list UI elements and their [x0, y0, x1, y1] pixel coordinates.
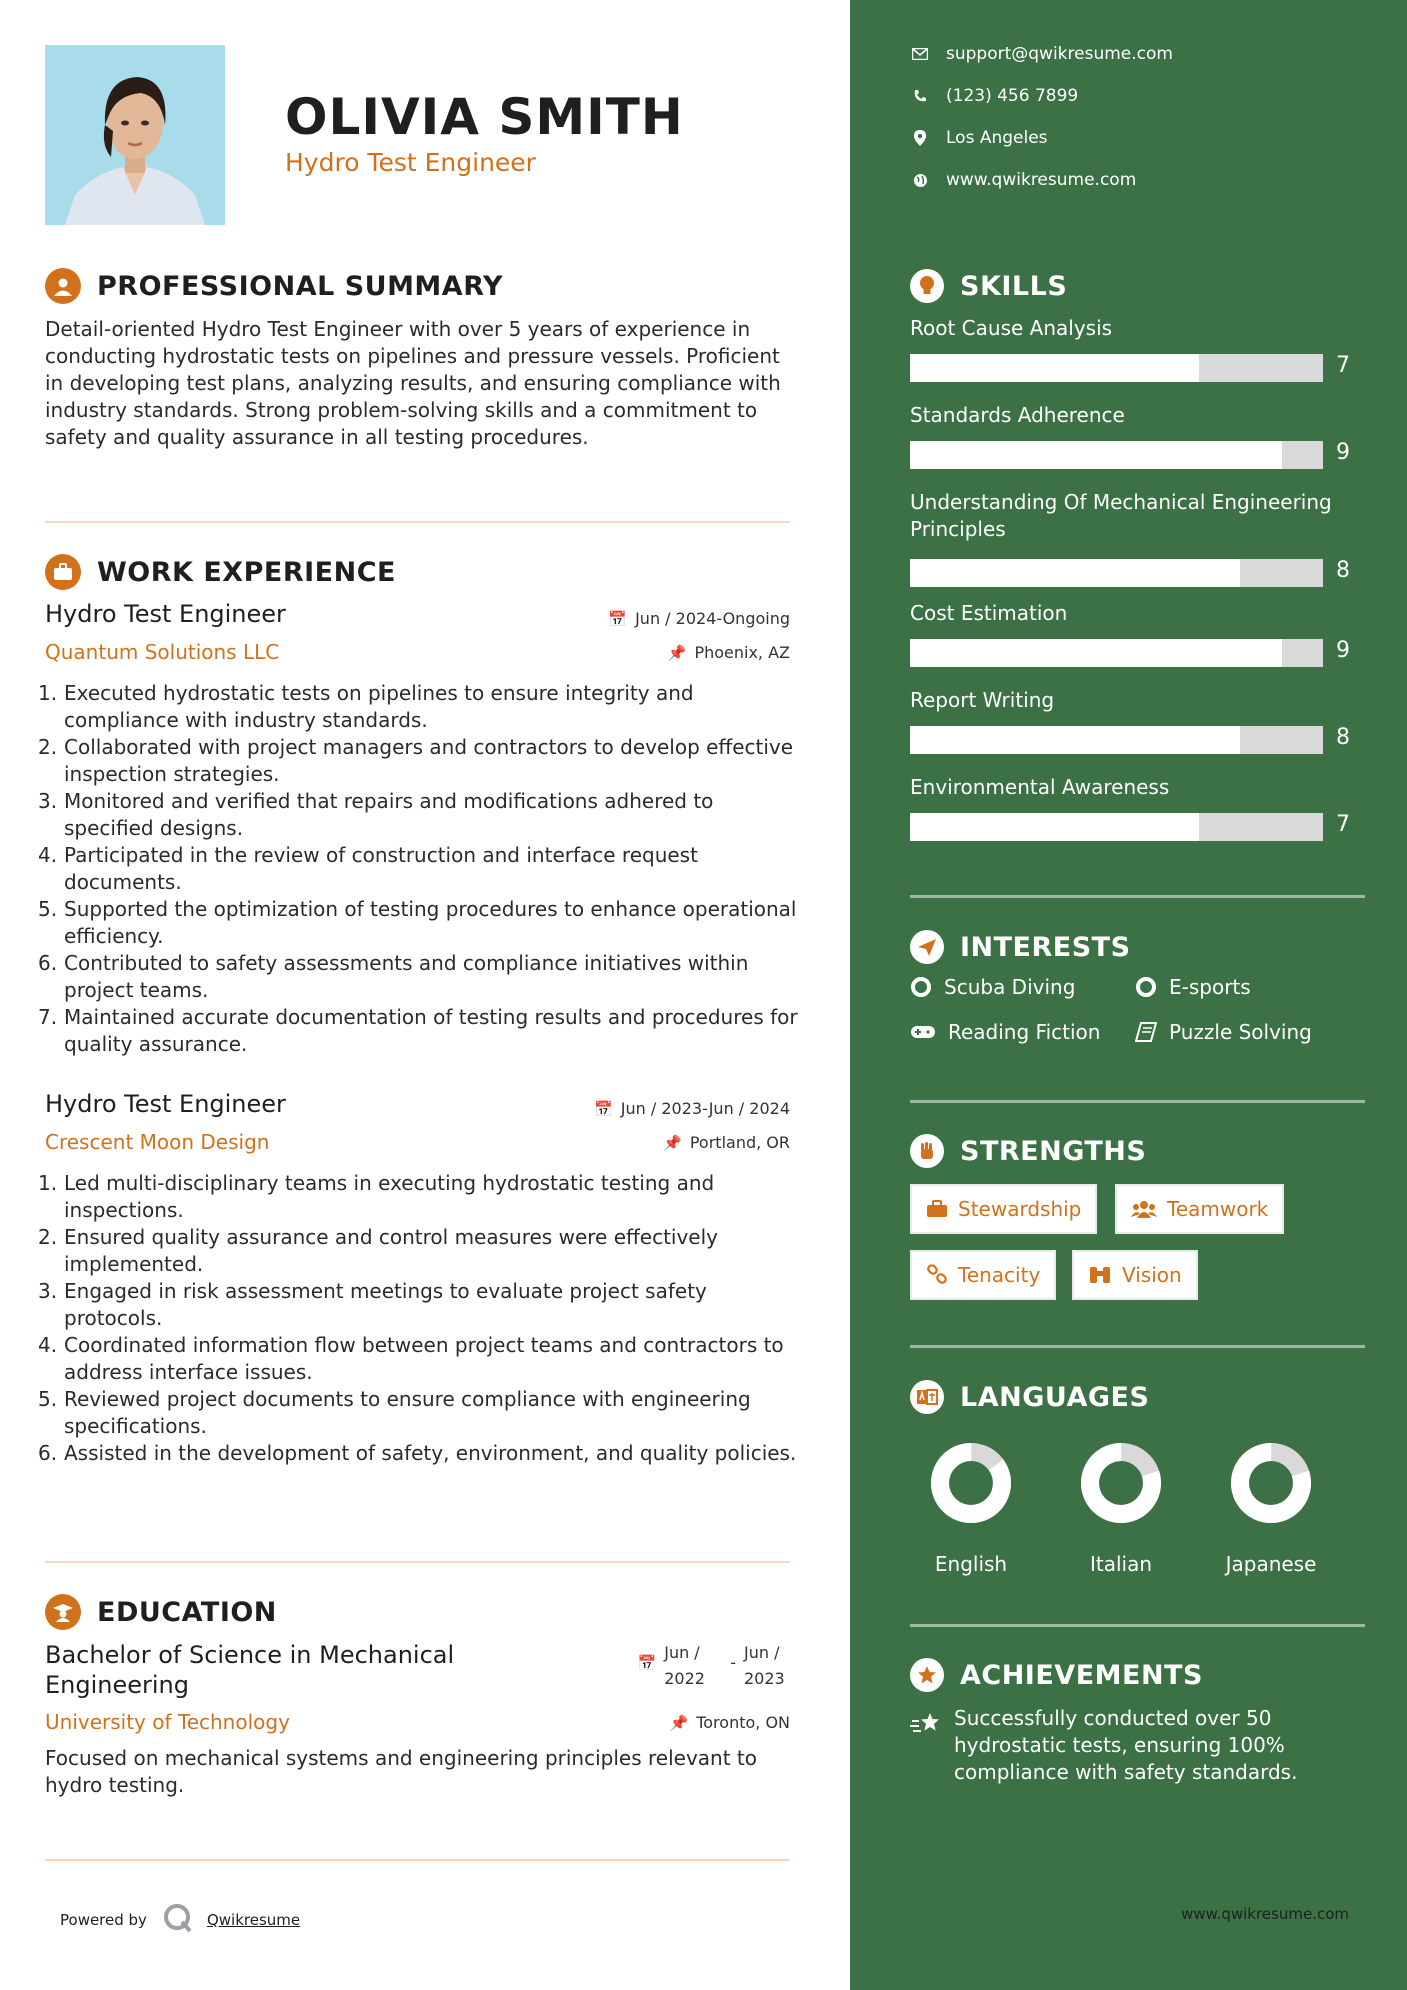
section-divider: [910, 895, 1365, 898]
interest-item: [1135, 975, 1251, 999]
language-item: [1046, 1440, 1196, 1576]
book-icon: [1135, 1022, 1157, 1042]
duty-number: 6.: [38, 951, 58, 975]
skill-level: 7: [1336, 353, 1350, 378]
education-location: [670, 1713, 790, 1732]
calendar-icon: 📅: [637, 1654, 657, 1672]
qwikresume-logo-icon: [163, 1903, 193, 1937]
duty-item: [38, 1170, 798, 1224]
languages-heading: [910, 1380, 1149, 1414]
duty-text: Engaged in risk assessment meetings to evaluate project safety protocols.: [64, 1279, 707, 1330]
duty-number: 4.: [38, 1333, 58, 1357]
skill-name: Environmental Awareness: [910, 775, 1170, 799]
language-gauge: [1078, 1440, 1164, 1526]
skill-bar-fill: [910, 441, 1282, 469]
job-location: [663, 1133, 790, 1152]
section-divider: [45, 521, 790, 523]
pin-icon: 📌: [667, 643, 687, 662]
duty-item: [38, 680, 798, 734]
job-dates-text: Jun / 2024-Ongoing: [635, 609, 790, 628]
duty-item: [38, 1386, 798, 1440]
strength-label: Vision: [1122, 1263, 1182, 1287]
skill-bar-fill: [910, 559, 1240, 587]
calendar-icon: 📅: [594, 1099, 613, 1118]
education-heading: [45, 1594, 277, 1630]
duty-item: [38, 734, 798, 788]
skill-name: Report Writing: [910, 688, 1055, 712]
duty-text: Monitored and verified that repairs and modifications adhered to specified designs.: [64, 789, 714, 840]
profile-photo: [45, 45, 225, 225]
strength-tag: [1115, 1184, 1284, 1234]
skill-name: Understanding Of Mechanical Engineering Principles: [910, 490, 1332, 541]
skill-bar-fill: [910, 354, 1199, 382]
duty-item: [38, 1004, 798, 1058]
job-location: [668, 643, 790, 662]
strength-tag: [910, 1250, 1056, 1300]
education-dates: [638, 1640, 790, 1692]
pin-icon: 📌: [669, 1713, 689, 1732]
skill-bar-fill: [910, 726, 1240, 754]
skill-bar-fill: [910, 813, 1199, 841]
education-title: EDUCATION: [97, 1596, 277, 1628]
duty-text: Executed hydrostatic tests on pipelines to ensure integrity and compliance with industry standards.: [64, 681, 694, 732]
language-gauge: [928, 1440, 1014, 1526]
skill-name: Standards Adherence: [910, 403, 1125, 427]
contact-email-text: support@qwikresume.com: [946, 44, 1173, 64]
experience-title: WORK EXPERIENCE: [97, 556, 396, 588]
interest-item: [1135, 1020, 1312, 1044]
skill-bar-fill: [910, 639, 1282, 667]
skills-heading: [910, 269, 1067, 303]
duty-item: [38, 1278, 798, 1332]
duty-number: 1.: [38, 1171, 58, 1195]
duty-number: 7.: [38, 1005, 58, 1029]
duty-number: 6.: [38, 1441, 58, 1465]
interest-label: Reading Fiction: [948, 1020, 1101, 1044]
duty-text: Collaborated with project managers and contractors to develop effective inspection strategies.: [64, 735, 794, 786]
users-icon: [1131, 1200, 1157, 1218]
pin-icon: 📌: [663, 1133, 682, 1152]
duty-text: Supported the optimization of testing procedures to enhance operational efficiency.: [64, 897, 797, 948]
contact-location: [910, 128, 1048, 148]
skill-level: 8: [1336, 725, 1350, 750]
phone-icon: [910, 89, 930, 103]
school-name: University of Technology: [45, 1710, 290, 1734]
section-divider: [910, 1100, 1365, 1103]
experience-heading: [45, 554, 396, 590]
duty-text: Led multi-disciplinary teams in executing hydrostatic testing and inspections.: [64, 1171, 715, 1222]
summary-text: Detail-oriented Hydro Test Engineer with over 5 years of experience in conducting hydrostatic tests on pipelines and pressure vessels. Proficient in developing test plans, analyzing results, and ensuring compliance with industry standards. Strong problem-solving skills and a commitment to safety and quality assurance in all testing procedures.: [45, 317, 781, 449]
lifebuoy-icon: [1135, 976, 1157, 998]
achievement-text: Successfully conducted over 50 hydrostatic tests, ensuring 100% compliance with safety standards.: [954, 1706, 1298, 1784]
duty-number: 4.: [38, 843, 58, 867]
job-duties: [38, 1170, 798, 1467]
contact-phone-text: (123) 456 7899: [946, 86, 1079, 106]
binoculars-icon: [1088, 1265, 1112, 1285]
job-title: Hydro Test Engineer: [45, 1090, 286, 1118]
summary-title: PROFESSIONAL SUMMARY: [97, 270, 504, 302]
translate-icon: [910, 1380, 944, 1414]
contact-location-text: Los Angeles: [946, 128, 1048, 148]
duty-text: Coordinated information flow between project teams and contractors to address interface issues.: [64, 1333, 784, 1384]
strength-label: Tenacity: [958, 1263, 1041, 1287]
fist-icon: [910, 1134, 944, 1168]
education-start: Jun / 2022: [664, 1643, 705, 1688]
footer-website-link[interactable]: www.qwikresume.com: [1181, 1905, 1349, 1923]
interest-label: Puzzle Solving: [1169, 1020, 1312, 1044]
duty-number: 5.: [38, 1387, 58, 1411]
interest-label: Scuba Diving: [944, 975, 1076, 999]
duty-text: Maintained accurate documentation of testing results and procedures for quality assurance.: [64, 1005, 798, 1056]
strength-label: Teamwork: [1167, 1197, 1269, 1221]
section-divider: [45, 1561, 790, 1563]
achievements-title: ACHIEVEMENTS: [960, 1659, 1203, 1691]
skill-name: Cost Estimation: [910, 601, 1068, 625]
contact-email[interactable]: [910, 44, 1173, 64]
shooting-star-icon: [910, 1705, 942, 1786]
degree-title: Bachelor of Science in Mechanical Engineering: [45, 1641, 455, 1699]
interest-label: E-sports: [1169, 975, 1251, 999]
company-name: Crescent Moon Design: [45, 1130, 270, 1154]
duty-text: Reviewed project documents to ensure compliance with engineering specifications.: [64, 1387, 751, 1438]
duty-item: [38, 896, 798, 950]
achievement-item: [910, 1705, 1350, 1786]
skill-level: 9: [1336, 440, 1350, 465]
powered-by: [60, 1903, 300, 1937]
duty-item: [38, 1332, 798, 1386]
map-pin-icon: [910, 130, 930, 146]
skill-bar: [910, 813, 1323, 841]
link-icon: [926, 1264, 948, 1286]
contact-phone[interactable]: [910, 86, 1078, 106]
briefcase-icon: [926, 1200, 948, 1218]
section-divider: [45, 1859, 790, 1861]
duty-number: 3.: [38, 1279, 58, 1303]
job-dates: [594, 1099, 790, 1118]
duty-item: [38, 1224, 798, 1278]
star-icon: [910, 1658, 944, 1692]
duty-item: [38, 788, 798, 842]
education-end: Jun / 2023: [744, 1643, 785, 1688]
duty-text: Participated in the review of construction and interface request documents.: [64, 843, 698, 894]
skill-bar: [910, 559, 1323, 587]
contact-website[interactable]: [910, 170, 1136, 190]
job-duties: [38, 680, 798, 1058]
strength-tag: [1072, 1250, 1198, 1300]
interests-title: INTERESTS: [960, 931, 1131, 963]
skill-level: 8: [1336, 558, 1350, 583]
contact-website-text: www.qwikresume.com: [946, 170, 1137, 190]
skill-bar: [910, 441, 1323, 469]
education-location-text: Toronto, ON: [696, 1713, 790, 1732]
strength-tag: [910, 1184, 1097, 1234]
section-divider: [910, 1624, 1365, 1627]
interest-item: [910, 975, 1075, 999]
skill-bar: [910, 354, 1323, 382]
education-description: Focused on mechanical systems and engineering principles relevant to hydro testing.: [45, 1746, 757, 1797]
envelope-icon: [910, 48, 930, 60]
language-name: English: [934, 1552, 1008, 1576]
duty-number: 2.: [38, 1225, 58, 1249]
qwikresume-link[interactable]: Qwikresume: [206, 1911, 301, 1929]
skill-bar: [910, 726, 1323, 754]
duty-number: 3.: [38, 789, 58, 813]
globe-icon: [910, 173, 930, 188]
achievements-heading: [910, 1658, 1203, 1692]
lightbulb-icon: [910, 269, 944, 303]
skill-level: 7: [1336, 812, 1350, 837]
candidate-name: OLIVIA SMITH: [285, 88, 684, 146]
user-circle-icon: [45, 268, 81, 304]
interest-item: [910, 1020, 1100, 1044]
interests-heading: [910, 930, 1131, 964]
skills-title: SKILLS: [960, 270, 1068, 302]
sidebar: [850, 0, 1407, 1990]
powered-by-label: Powered by: [60, 1911, 147, 1929]
skill-level: 9: [1336, 638, 1350, 663]
job-dates-text: Jun / 2023-Jun / 2024: [620, 1099, 790, 1118]
briefcase-icon: [45, 554, 81, 590]
job-dates: [608, 609, 790, 628]
summary-heading: [45, 268, 503, 304]
company-name: Quantum Solutions LLC: [45, 640, 280, 664]
gauge-fill: [928, 1440, 1014, 1526]
lifebuoy-icon: [910, 976, 932, 998]
paper-plane-icon: [910, 930, 944, 964]
duty-item: [38, 950, 798, 1004]
language-item: [896, 1440, 1046, 1576]
strengths-heading: [910, 1134, 1146, 1168]
calendar-icon: 📅: [608, 609, 628, 628]
section-divider: [910, 1345, 1365, 1348]
strengths-title: STRENGTHS: [960, 1135, 1147, 1167]
candidate-title: Hydro Test Engineer: [285, 148, 536, 177]
language-gauge: [1228, 1440, 1314, 1526]
duty-number: 1.: [38, 681, 58, 705]
duty-text: Assisted in the development of safety, environment, and quality policies.: [64, 1441, 797, 1465]
duty-item: [38, 842, 798, 896]
duty-text: Contributed to safety assessments and compliance initiatives within project teams.: [64, 951, 749, 1002]
skill-bar: [910, 639, 1323, 667]
date-separator: -: [730, 1653, 736, 1672]
duty-text: Ensured quality assurance and control measures were effectively implemented.: [64, 1225, 719, 1276]
job-location-text: Portland, OR: [689, 1133, 790, 1152]
language-name: Italian: [1089, 1552, 1153, 1576]
strength-label: Stewardship: [958, 1197, 1082, 1221]
languages-title: LANGUAGES: [960, 1381, 1150, 1413]
gamepad-icon: [910, 1023, 936, 1041]
duty-number: 2.: [38, 735, 58, 759]
duty-number: 5.: [38, 897, 58, 921]
job-location-text: Phoenix, AZ: [694, 643, 790, 662]
language-name: Japanese: [1225, 1552, 1317, 1576]
graduate-icon: [45, 1594, 81, 1630]
skill-name: Root Cause Analysis: [910, 316, 1113, 340]
language-item: [1196, 1440, 1346, 1576]
duty-item: [38, 1440, 798, 1467]
job-title: Hydro Test Engineer: [45, 600, 286, 628]
